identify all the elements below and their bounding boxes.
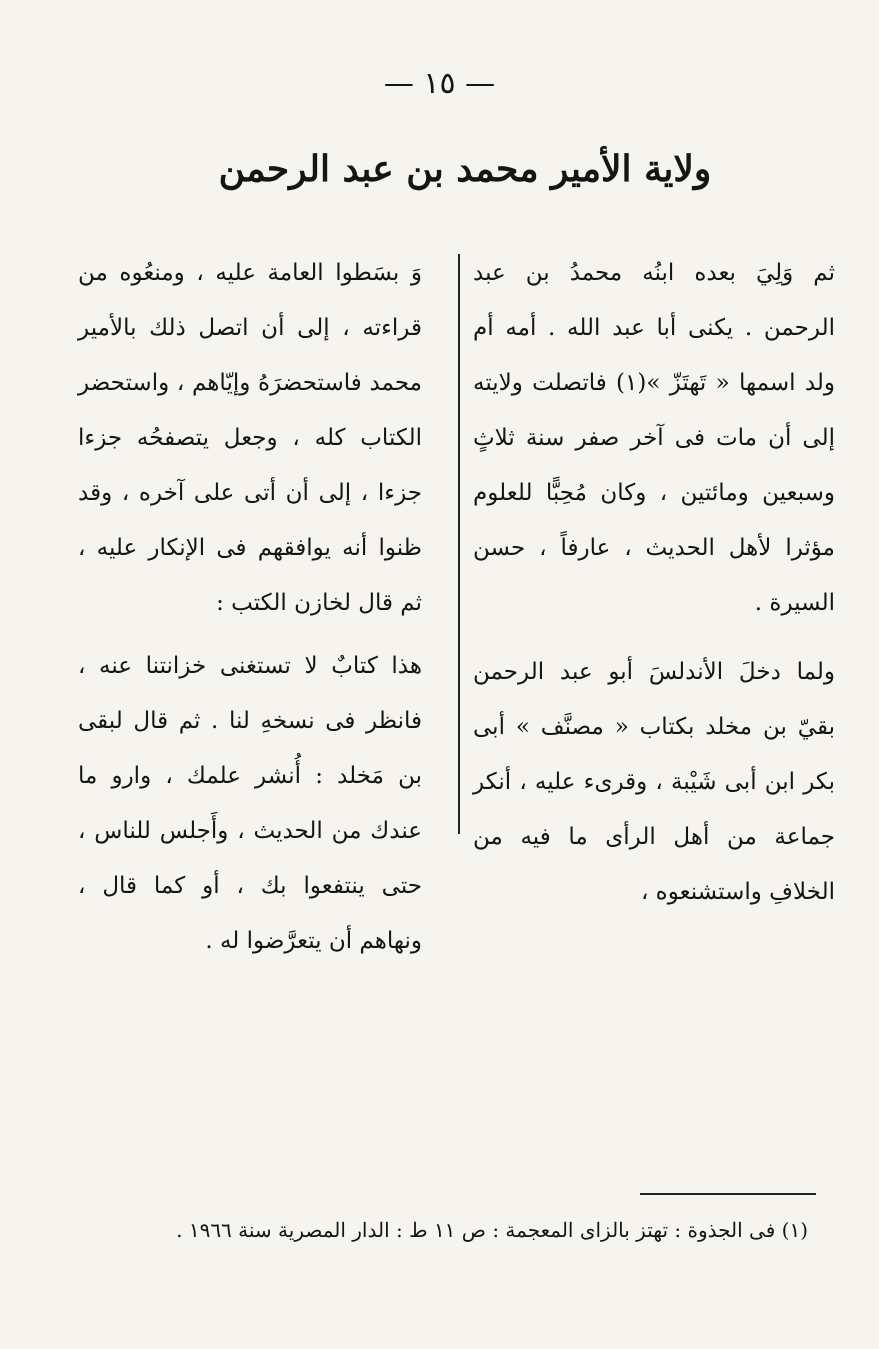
left-column: [78, 246, 422, 969]
text-columns: [78, 246, 840, 954]
footnote-rule: [640, 1193, 816, 1195]
right-column: [473, 246, 835, 920]
left-column-paragraph-1: وَ بسَطوا العامة عليه ، ومنعُوه من قراءته ، إلى أن اتصل ذلك بالأمير محمد فاستحضرَهُ وإيّاهم ، واستحضر الكتاب كله ، وجعل يتصفحُه جزءا جزءا ، إلى أن أتى على آخره ، وقد ظنوا أنه يوافقهم فى الإنكار عليه ، ثم قال لخازن الكتب :: [78, 260, 422, 616]
left-column-paragraph-2: هذا كتابٌ لا تستغنى خزانتنا عنه ، فانظر فى نسخهِ لنا . ثم قال لبقى بن مَخلد : أُنشر علمك ، وارو ما عندك من الحديث ، وأَجلس للناس ، حتى ينتفعوا بك ، أو كما قال ، ونهاهم أن يتعرَّضوا له .: [78, 653, 422, 954]
footnote: (١) فى الجذوة : تهتز بالزاى المعجمة : ص ١١ ط : الدار المصرية سنة ١٩٦٦ .: [176, 1218, 808, 1242]
page-number: — ١٥ —: [383, 66, 496, 101]
column-divider: [458, 254, 460, 834]
right-column-paragraph-2: ولما دخلَ الأندلسَ أبو عبد الرحمن بقيّ بن مخلد بكتاب « مصنَّف » أبى بكر ابن أبى شَيْبة ، وقرىء عليه ، أنكر جماعة من أهل الرأى ما فيه من الخلافِ واستشنعوه ،: [473, 659, 835, 905]
right-column-paragraph-1: ثم وَلِيَ بعده ابنُه محمدُ بن عبد الرحمن . يكنى أبا عبد الله . أمه أم ولد اسمها « تَهتَزّ »(١) فاتصلت ولايته إلى أن مات فى آخر صفر سنة ثلاثٍ وسبعين ومائتين ، وكان مُحِبًّا للعلوم مؤثرا لأهل الحديث ، عارفاً ، حسن السيرة .: [473, 260, 836, 616]
chapter-title: ولاية الأمير محمد بن عبد الرحمن: [218, 148, 712, 190]
